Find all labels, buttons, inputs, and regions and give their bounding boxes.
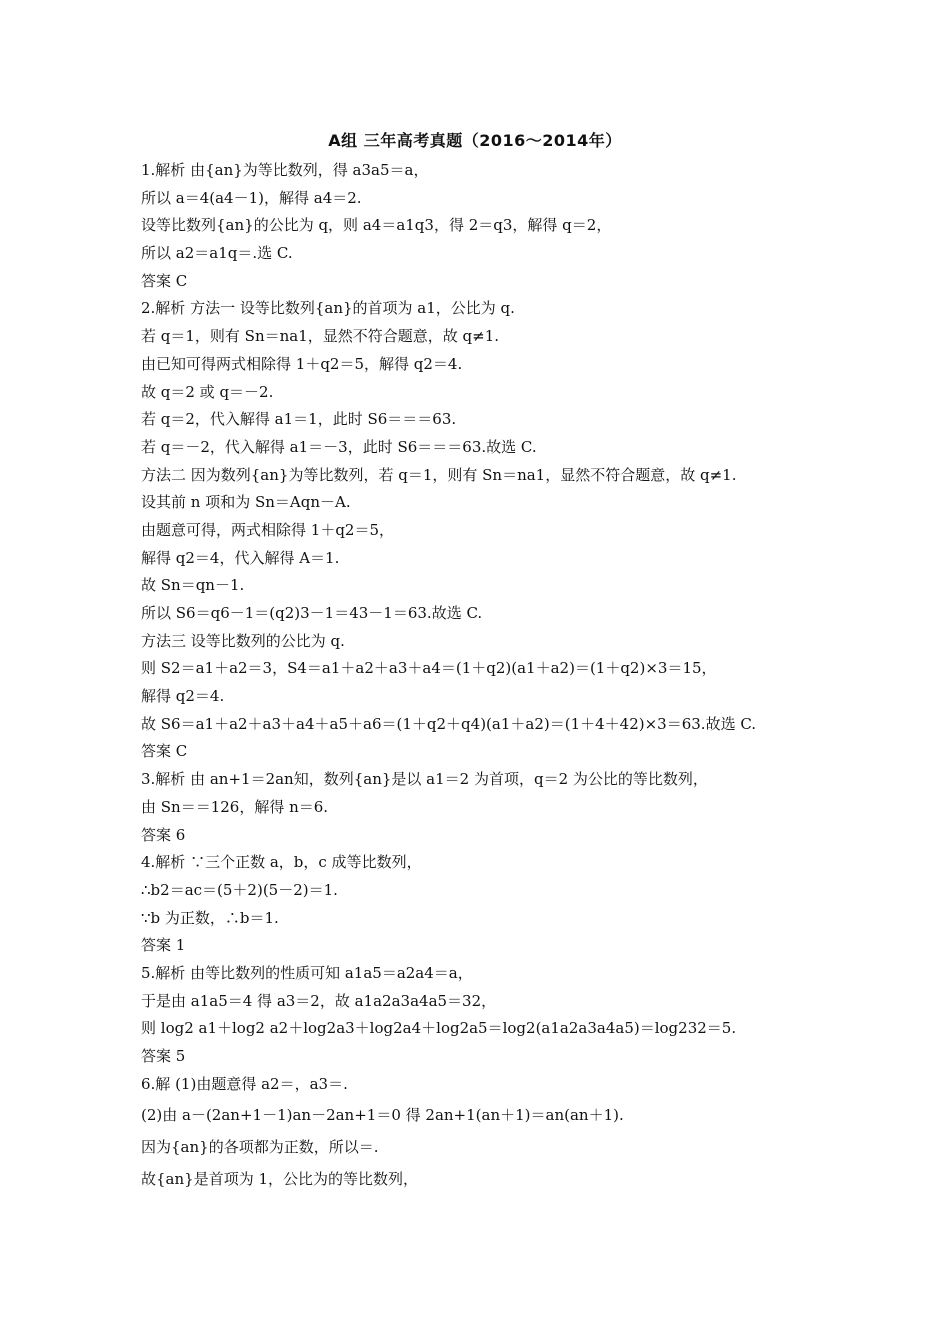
text-line: 1.解析 由{an}为等比数列，得 a3a5＝a，	[141, 161, 429, 179]
text-line: 由 Sn＝＝126，解得 n＝6.	[141, 797, 329, 816]
text-line: 故 Sn＝qn－1.	[141, 576, 245, 595]
text-line: 方法三 设等比数列的公比为 q.	[141, 631, 345, 650]
text-line: 6.解 (1)由题意得 a2＝，a3＝.	[141, 1074, 348, 1093]
answer-line: 答案 C	[141, 271, 188, 290]
solution-body	[141, 157, 861, 1193]
text-line: (2)由 a－(2an+1－1)an－2an+1＝0 得 2an+1(an＋1)＝an(an＋1).	[141, 1106, 624, 1125]
section-title: A组 三年高考真题（2016～2014年）	[328, 131, 622, 150]
text-line: 2.解析 方法一 设等比数列{an}的首项为 a1，公比为 q.	[141, 299, 515, 318]
text-line: 方法二 因为数列{an}为等比数列，若 q＝1，则有 Sn＝na1，显然不符合题意，故 q≠1.	[141, 465, 737, 484]
text-line: 于是由 a1a5＝4 得 a3＝2，故 a1a2a3a4a5＝32，	[141, 991, 497, 1010]
text-line: 若 q＝1，则有 Sn＝na1，显然不符合题意，故 q≠1.	[141, 327, 500, 346]
answer-line: 答案 1	[141, 936, 186, 955]
text-line: 所以 a＝4(a4－1)，解得 a4＝2.	[141, 188, 362, 207]
text-line: 所以 a2＝a1q＝.选 C.	[141, 244, 293, 263]
text-line: 若 q＝2，代入解得 a1＝1，此时 S6＝＝＝63.	[141, 410, 457, 429]
text-line: 则 S2＝a1＋a2＝3，S4＝a1＋a2＋a3＋a4＝(1＋q2)(a1＋a2)＝(1＋q2)×3＝15，	[141, 659, 717, 678]
text-line: 若 q＝－2，代入解得 a1＝－3，此时 S6＝＝＝63.故选 C.	[141, 437, 537, 456]
text-line: 故 q＝2 或 q＝－2.	[141, 382, 274, 401]
answer-line: 答案 6	[141, 825, 186, 844]
text-line: 由题意可得，两式相除得 1＋q2＝5，	[141, 520, 395, 539]
text-line: 故{an}是首项为 1，公比为的等比数列，	[141, 1169, 419, 1188]
text-line: 所以 S6＝q6－1＝(q2)3－1＝43－1＝63.故选 C.	[141, 604, 483, 622]
text-line: 则 log2 a1＋log2 a2＋log2a3＋log2a4＋log2a5＝log2(a1a2a3a4a5)＝log232＝5.	[141, 1019, 737, 1038]
text-line: 解得 q2＝4.	[141, 687, 225, 706]
text-line: 由已知可得两式相除得 1＋q2＝5，解得 q2＝4.	[141, 354, 463, 373]
text-line: 4.解析 ∵三个正数 a，b，c 成等比数列，	[141, 853, 422, 872]
answer-line: 答案 C	[141, 742, 188, 761]
text-line: 因为{an}的各项都为正数，所以＝.	[141, 1138, 379, 1157]
text-line: ∵b 为正数，∴b＝1.	[141, 908, 279, 927]
text-line: 解得 q2＝4，代入解得 A＝1.	[141, 548, 340, 567]
answer-line: 答案 5	[141, 1047, 186, 1065]
text-line: 设等比数列{an}的公比为 q，则 a4＝a1q3，得 2＝q3，解得 q＝2，	[141, 216, 612, 235]
text-line: 5.解析 由等比数列的性质可知 a1a5＝a2a4＝a，	[141, 963, 473, 982]
text-line: ∴b2＝ac＝(5＋2)(5－2)＝1.	[141, 880, 338, 899]
text-line: 3.解析 由 an+1＝2an知，数列{an}是以 a1＝2 为首项，q＝2 为公比的等比数列，	[141, 770, 708, 789]
text-line: 设其前 n 项和为 Sn＝Aqn－A.	[141, 493, 351, 512]
text-line: 故 S6＝a1＋a2＋a3＋a4＋a5＋a6＝(1＋q2＋q4)(a1＋a2)＝(1＋4＋42)×3＝63.故选 C.	[141, 714, 757, 733]
